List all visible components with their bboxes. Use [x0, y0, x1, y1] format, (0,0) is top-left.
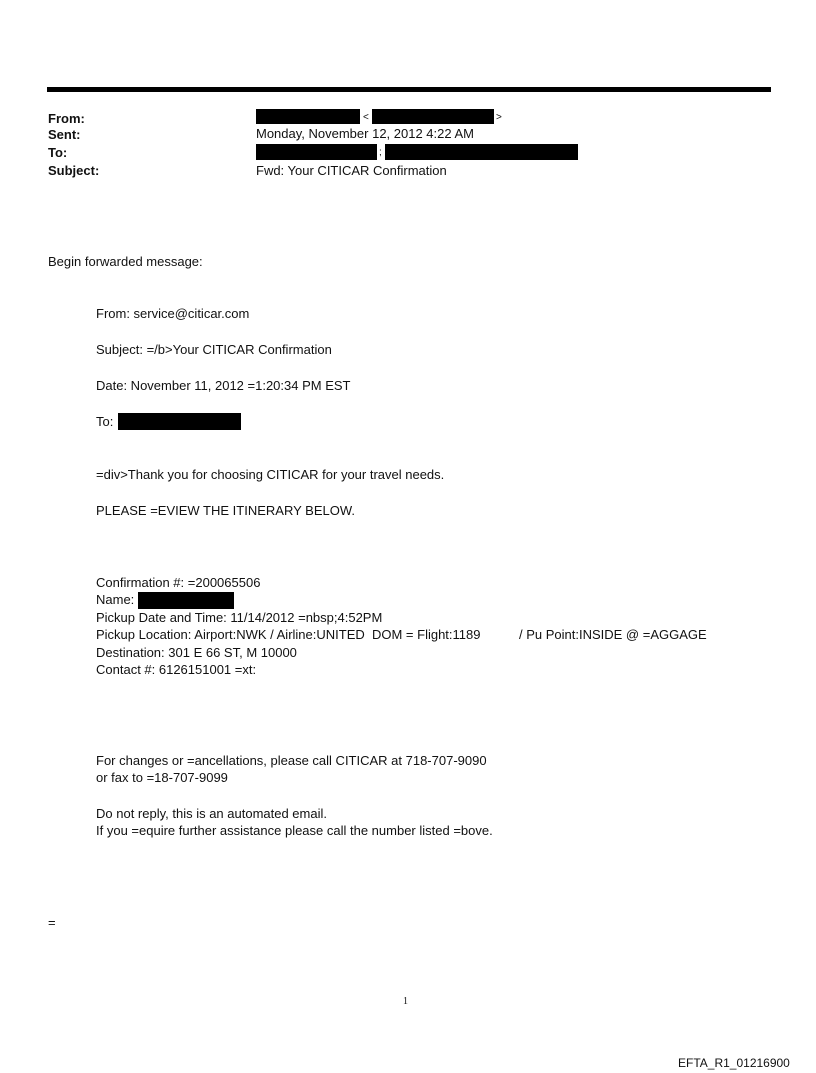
to-label: To: — [48, 145, 68, 160]
from-label: From: — [48, 111, 85, 126]
page-number: 1 — [403, 996, 408, 1007]
document-id: EFTA_R1_01216900 — [678, 1056, 790, 1070]
redacted-fwd-recipient — [118, 413, 241, 430]
redacted-recipient-2 — [385, 144, 578, 160]
from-gt: > — [496, 112, 502, 123]
from-lt: < — [363, 112, 369, 123]
fwd-from: From: service@citicar.com — [96, 306, 250, 321]
pu-point: / Pu Point:INSIDE @ =AGGAGE — [519, 627, 707, 642]
thanks-line: =div>Thank you for choosing CITICAR for your travel needs. — [96, 467, 445, 482]
redacted-passenger-name — [138, 592, 234, 609]
redacted-sender-name — [256, 109, 360, 124]
noreply-line-1: Do not reply, this is an automated email. — [96, 806, 327, 821]
noreply-line-2: If you =equire further assistance please call the number listed =bove. — [96, 823, 493, 838]
changes-line-1: For changes or =ancellations, please call CITICAR at 718-707-9090 — [96, 753, 487, 768]
fwd-subject: Subject: =/b>Your CITICAR Confirmation — [96, 342, 332, 357]
trailing-equals: = — [48, 915, 56, 930]
header-rule — [47, 87, 771, 92]
destination-line: Destination: 301 E 66 ST, M 10000 — [96, 645, 297, 660]
confirmation-line: Confirmation #: =200065506 — [96, 575, 261, 590]
redacted-recipient-1 — [256, 144, 377, 160]
forward-intro: Begin forwarded message: — [48, 254, 203, 269]
name-label: Name: — [96, 592, 135, 607]
contact-line: Contact #: 6126151001 =xt: — [96, 662, 257, 677]
review-line: PLEASE =EVIEW THE ITINERARY BELOW. — [96, 503, 356, 518]
fwd-date: Date: November 11, 2012 =1:20:34 PM EST — [96, 378, 351, 393]
subject-value: Fwd: Your CITICAR Confirmation — [256, 163, 447, 178]
redacted-sender-email — [372, 109, 494, 124]
fwd-to-label: To: — [96, 414, 114, 429]
sent-value: Monday, November 12, 2012 4:22 AM — [256, 126, 474, 141]
pickup-time: Pickup Date and Time: 11/14/2012 =nbsp;4:52PM — [96, 610, 383, 625]
sent-label: Sent: — [48, 127, 81, 142]
pickup-location: Pickup Location: Airport:NWK / Airline:UNITED DOM = Flight:1189 — [96, 627, 481, 642]
changes-line-2: or fax to =18-707-9099 — [96, 770, 228, 785]
subject-label: Subject: — [48, 163, 100, 178]
to-separator: ; — [379, 147, 382, 158]
